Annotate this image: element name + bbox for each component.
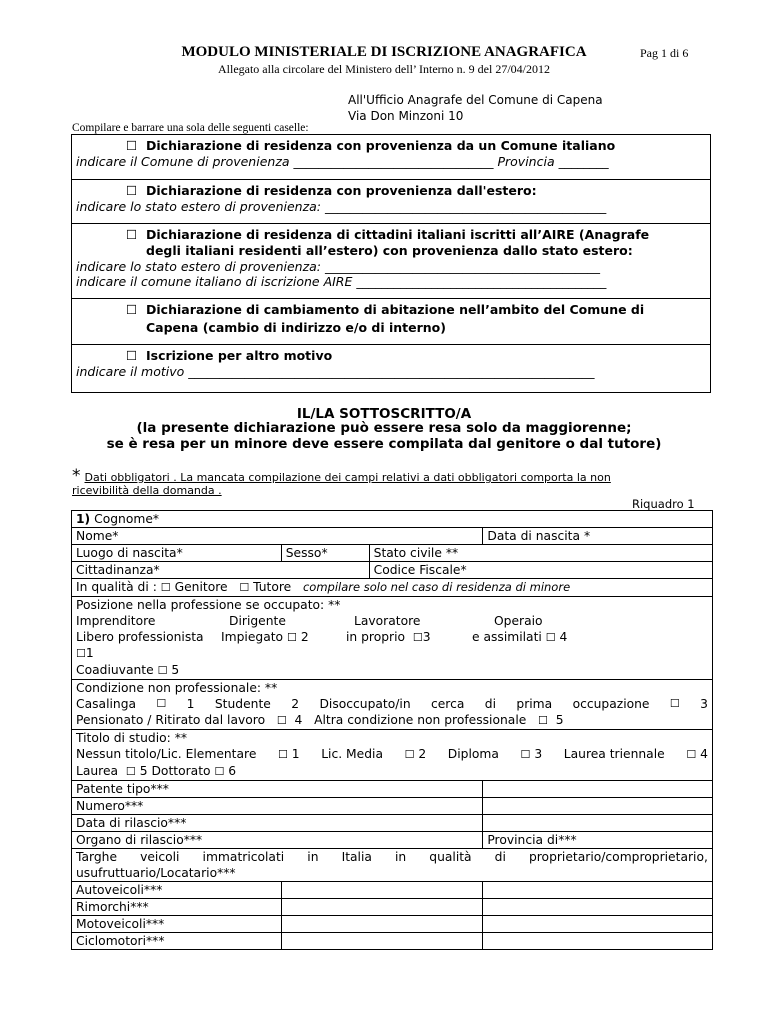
checkbox-dottorato[interactable]: ☐: [214, 765, 225, 778]
checkbox-lic-media[interactable]: ☐: [404, 748, 415, 761]
field-data-nascita[interactable]: Data di nascita *: [483, 528, 713, 545]
option-title-aire-a: Dichiarazione di residenza di cittadini italiani iscritti all’AIRE (Anagrafe: [146, 227, 650, 242]
checkbox-laurea-triennale[interactable]: ☐: [686, 748, 697, 761]
checkbox-altro-motivo[interactable]: ☐: [126, 348, 138, 363]
option-title-estero: Dichiarazione di residenza con provenienza dall'estero:: [146, 183, 537, 198]
checkbox-diploma[interactable]: ☐: [520, 748, 531, 761]
field-patente-tipo[interactable]: Patente tipo***: [72, 781, 483, 798]
checkbox-coadiuvante[interactable]: ☐: [157, 664, 168, 677]
checkbox-pensionato[interactable]: ☐: [276, 714, 287, 727]
checkbox-estero[interactable]: ☐: [126, 183, 138, 198]
field-stato-estero[interactable]: indicare lo stato estero di provenienza: _____________________________________________: [76, 199, 607, 214]
office-address-line1: All'Ufficio Anagrafe del Comune di Capena: [348, 93, 603, 107]
option-title-cambio-b: Capena (cambio di indirizzo e/o di interno): [146, 320, 446, 335]
field-data-rilascio[interactable]: Data di rilascio***: [72, 815, 483, 832]
personal-data-table: [71, 510, 713, 950]
checkbox-aire[interactable]: ☐: [126, 227, 138, 242]
field-data-rilascio-value[interactable]: [483, 815, 713, 832]
section-targhe-veicoli: Targhe veicoli immatricolati in Italia in qualità di proprietario/comproprietario, usufruttuario/Locatario***: [72, 849, 713, 882]
option-box-cambio-abitazione: [71, 298, 711, 345]
option-title-cambio-a: Dichiarazione di cambiamento di abitazione nell’ambito del Comune di: [146, 302, 645, 317]
field-motoveicoli-value-2[interactable]: [483, 916, 713, 933]
field-motivo[interactable]: indicare il motivo _________________________________________________________________: [76, 364, 595, 379]
field-motoveicoli: Motoveicoli***: [72, 916, 282, 933]
option-box-comune-italiano: [71, 134, 711, 180]
riquadro-label: Riquadro 1: [632, 497, 695, 511]
field-ciclomotori-value-1[interactable]: [281, 933, 483, 950]
declarant-note-2: se è resa per un minore deve essere compilata dal genitore o dal tutore): [106, 436, 662, 452]
field-cittadinanza[interactable]: Cittadinanza*: [72, 562, 370, 579]
mandatory-notice: [72, 466, 712, 497]
section-condizione-non-professionale: Condizione non professionale: ** Casalinga ☐ 1 Studente 2 Disoccupato/in cerca di prima occupazione ☐ 3 Pensionato / Ritirato dal lavoro ☐ 4 Altra condizione non professionale ☐ 5: [72, 680, 713, 730]
option-box-estero: [71, 179, 711, 224]
field-codice-fiscale[interactable]: Codice Fiscale*: [369, 562, 712, 579]
mandatory-text-1: Dati obbligatori . La mancata compilazione dei campi relativi a dati obbligatori comporta la non: [84, 471, 611, 484]
field-organo-rilascio[interactable]: Organo di rilascio***: [72, 832, 483, 849]
checkbox-nessun-titolo[interactable]: ☐: [277, 748, 288, 761]
checkbox-impiegato[interactable]: ☐: [287, 631, 297, 644]
field-motoveicoli-value-1[interactable]: [281, 916, 483, 933]
checkbox-genitore[interactable]: ☐: [160, 581, 171, 594]
declarant-title: IL/LA SOTTOSCRITTO/A: [296, 406, 472, 422]
mandatory-text-2: ricevibilità della domanda .: [72, 484, 222, 497]
checkbox-libero-professionista[interactable]: ☐: [76, 647, 86, 660]
checkbox-tutore[interactable]: ☐: [239, 581, 250, 594]
field-provincia-di[interactable]: Provincia di***: [483, 832, 713, 849]
field-ciclomotori-value-2[interactable]: [483, 933, 713, 950]
section-posizione-professione: Posizione nella professione se occupato: ** Imprenditore Dirigente Lavoratore Operaio Libero professionista ☐1 Impiegato ☐ 2 in proprio ☐3 e assimilati ☐ 4 Coadiuvante ☐ 5: [72, 597, 713, 680]
section-titolo-studio: Titolo di studio: ** Nessun titolo/Lic. Elementare ☐ 1 Lic. Media ☐ 2 Diploma ☐ 3 Laurea triennale ☐ 4 Laurea ☐ 5 Dottorato ☐ 6: [72, 730, 713, 781]
checkbox-laurea[interactable]: ☐: [125, 765, 136, 778]
field-ciclomotori: Ciclomotori***: [72, 933, 282, 950]
checkbox-disoccupato[interactable]: ☐: [669, 697, 680, 710]
declarant-note-1: (la presente dichiarazione può essere resa solo da maggiorenne;: [136, 420, 632, 436]
checkbox-lavoratore-in-proprio[interactable]: ☐: [412, 631, 423, 644]
field-autoveicoli-value-2[interactable]: [483, 882, 713, 899]
page-number: Pag 1 di 6: [640, 46, 689, 60]
field-aire-stato-estero[interactable]: indicare lo stato estero di provenienza: ____________________________________________: [76, 259, 600, 274]
field-cognome[interactable]: 1) Cognome*: [72, 511, 713, 528]
field-rimorchi: Rimorchi***: [72, 899, 282, 916]
field-numero[interactable]: Numero***: [72, 798, 483, 815]
option-title-comune-italiano: Dichiarazione di residenza con provenienza da un Comune italiano: [146, 138, 616, 153]
option-box-aire: [71, 223, 711, 299]
office-address-line2: Via Don Minzoni 10: [348, 109, 464, 123]
checkbox-operaio[interactable]: ☐: [545, 631, 556, 644]
form-title: MODULO MINISTERIALE DI ISCRIZIONE ANAGRAFICA: [181, 44, 587, 60]
checkbox-cambio-abitazione[interactable]: ☐: [126, 302, 138, 317]
field-sesso[interactable]: Sesso*: [281, 545, 369, 562]
option-title-aire-b: degli italiani residenti all’estero) con provenienza dallo stato estero:: [146, 243, 633, 258]
field-nome[interactable]: Nome*: [72, 528, 483, 545]
field-luogo-nascita[interactable]: Luogo di nascita*: [72, 545, 282, 562]
instruction-text: Compilare e barrare una sola delle seguenti caselle:: [72, 122, 309, 134]
field-in-qualita: In qualità di : ☐ Genitore ☐ Tutore compilare solo nel caso di residenza di minore: [72, 579, 713, 597]
option-title-altro-motivo: Iscrizione per altro motivo: [146, 348, 333, 363]
field-patente-tipo-value[interactable]: [483, 781, 713, 798]
field-stato-civile[interactable]: Stato civile **: [369, 545, 712, 562]
checkbox-casalinga[interactable]: ☐: [156, 697, 167, 710]
option-box-altro-motivo: [71, 344, 711, 393]
asterisk-icon: *: [72, 466, 81, 486]
checkbox-altra-condizione[interactable]: ☐: [538, 714, 548, 727]
field-aire-comune[interactable]: indicare il comune italiano di iscrizione AIRE ________________________________________: [76, 274, 607, 289]
checkbox-comune-italiano[interactable]: ☐: [126, 138, 138, 153]
field-autoveicoli: Autoveicoli***: [72, 882, 282, 899]
field-comune-provenienza[interactable]: indicare il Comune di provenienza ________________________________ Provincia ________: [76, 154, 609, 169]
field-rimorchi-value-1[interactable]: [281, 899, 483, 916]
field-numero-value[interactable]: [483, 798, 713, 815]
form-subtitle: Allegato alla circolare del Ministero dell’ Interno n. 9 del 27/04/2012: [217, 62, 550, 76]
field-rimorchi-value-2[interactable]: [483, 899, 713, 916]
field-autoveicoli-value-1[interactable]: [281, 882, 483, 899]
